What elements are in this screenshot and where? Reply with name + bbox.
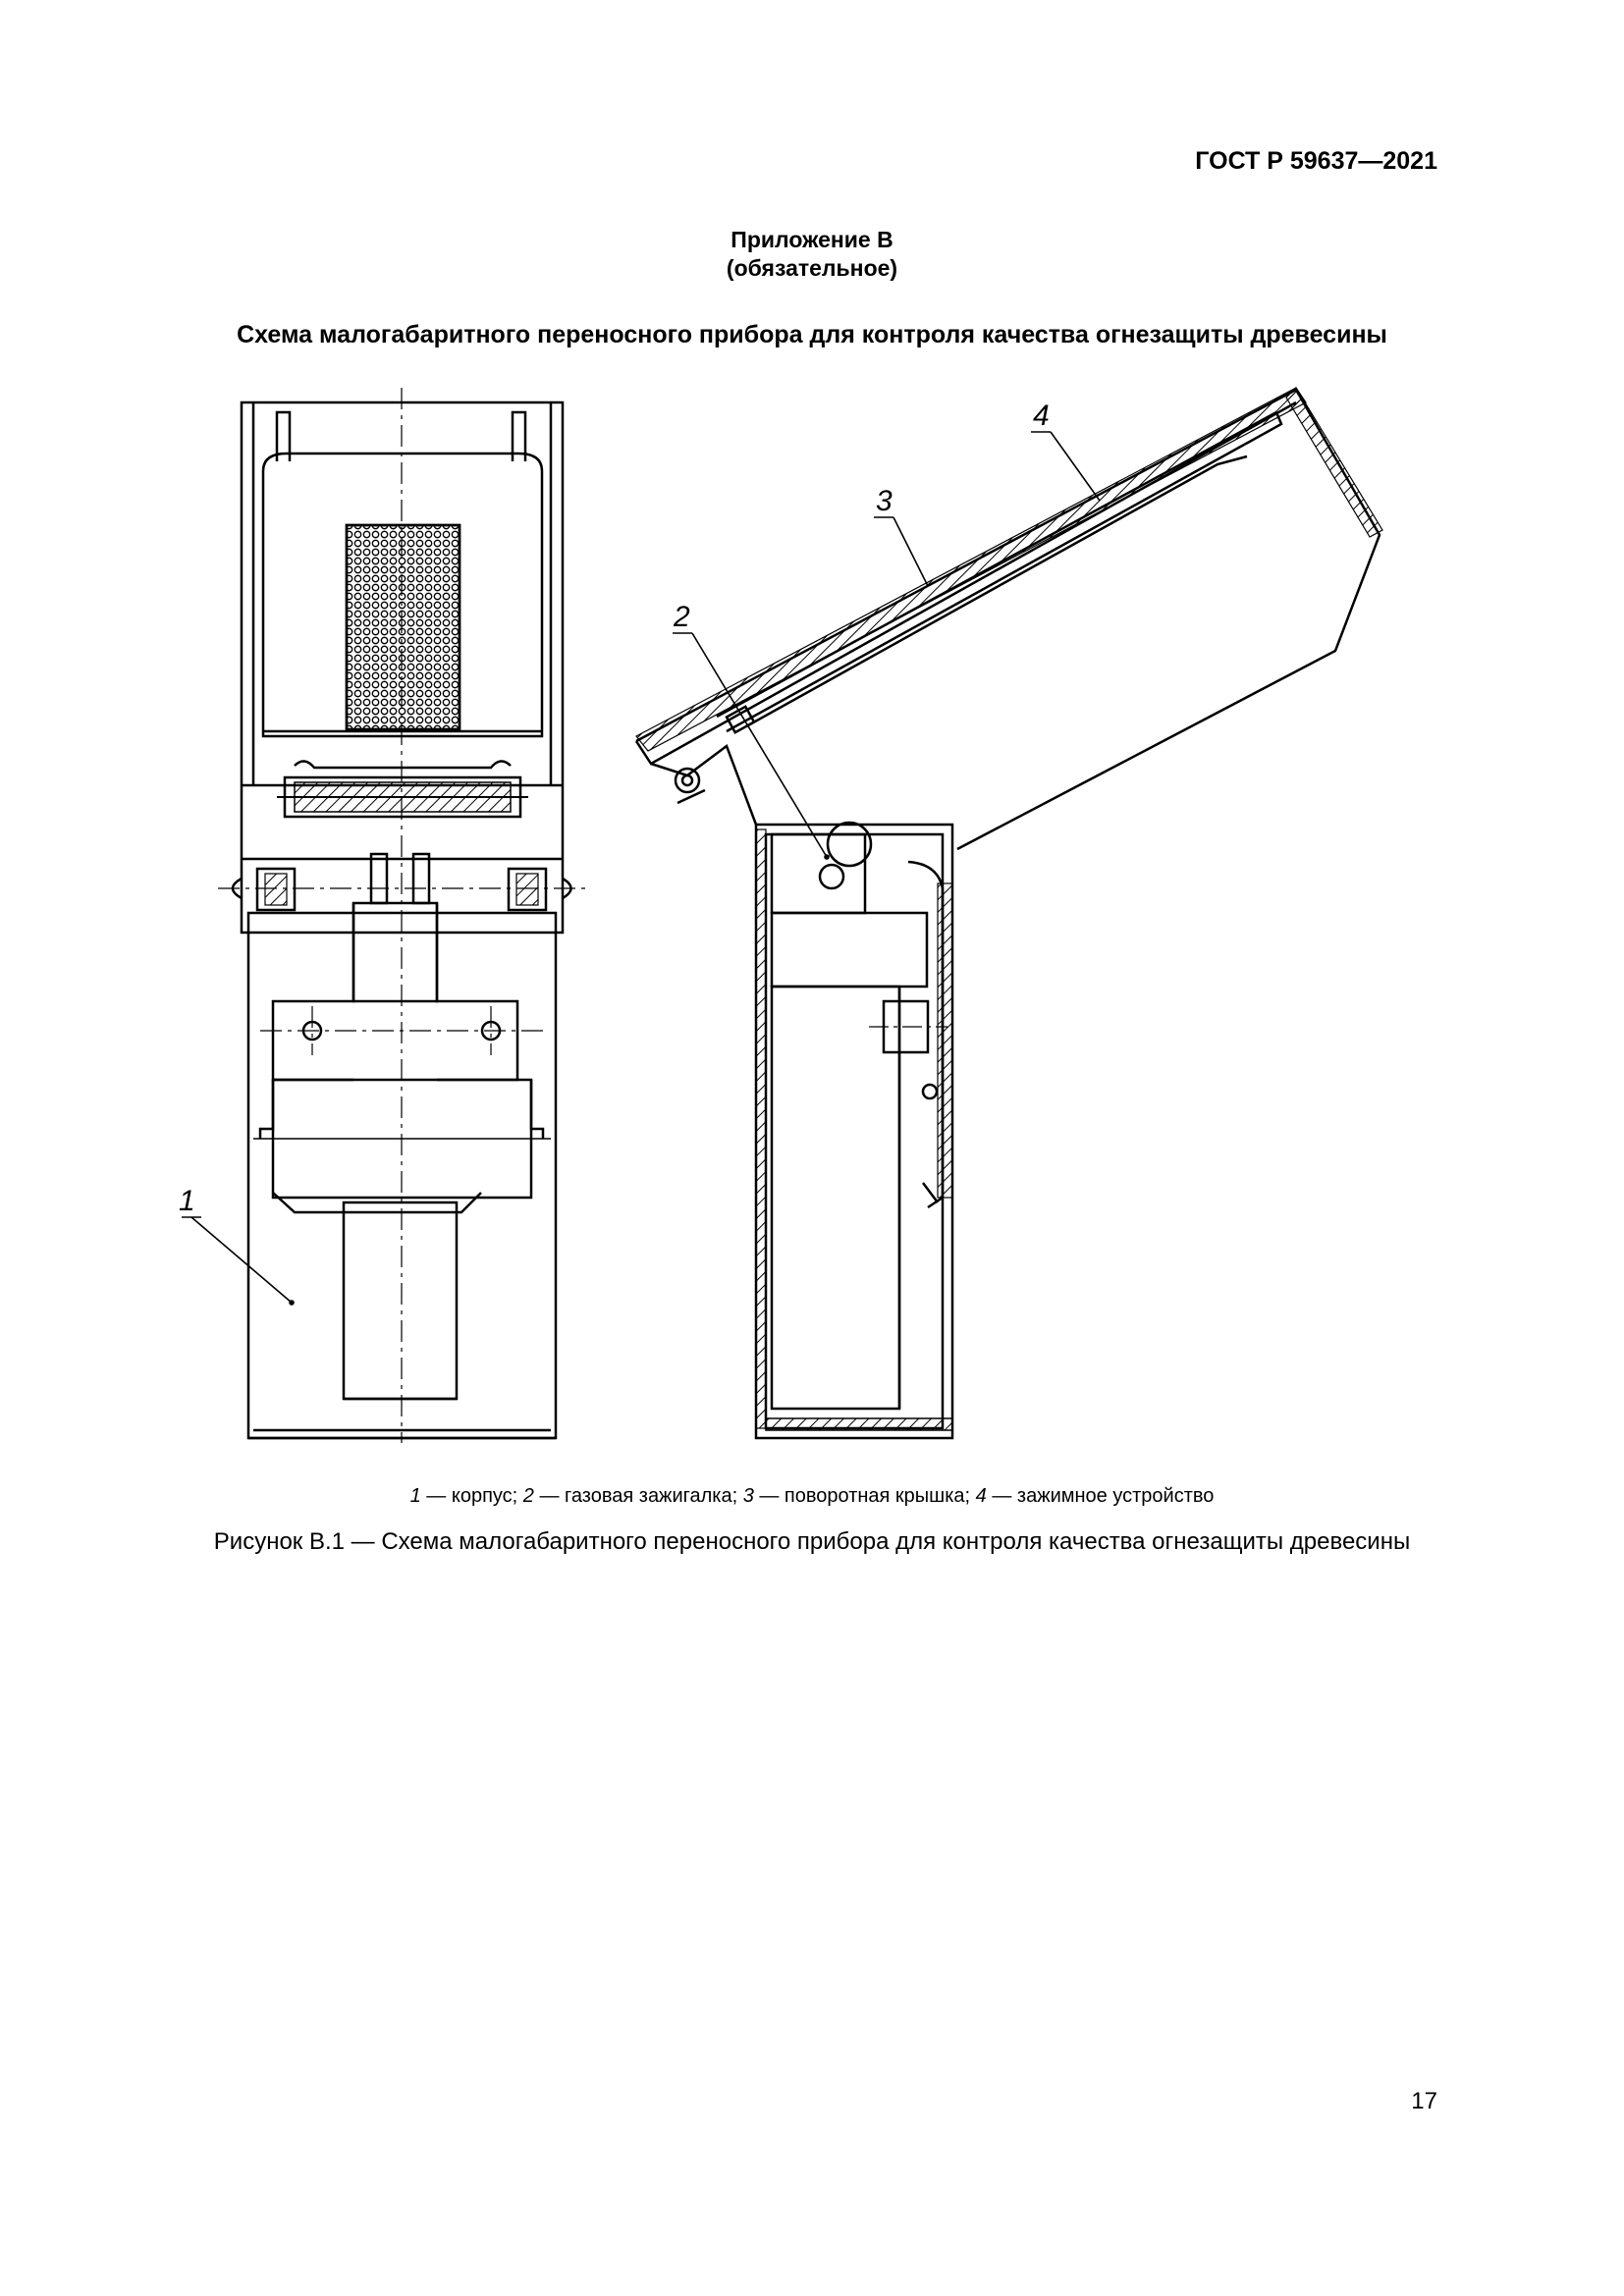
- figure-legend: [0, 1485, 1624, 1508]
- legend-text-2: — газовая зажигалка;: [533, 1485, 743, 1507]
- legend-num-4: 4: [975, 1485, 987, 1507]
- legend-text-3: — поворотная крышка;: [753, 1485, 976, 1507]
- legend-text-1: — корпус;: [420, 1485, 523, 1507]
- legend-text-4: — зажимное устройство: [986, 1485, 1215, 1507]
- standard-number: ГОСТ Р 59637—2021: [1195, 147, 1437, 175]
- callout-4: 4: [1033, 400, 1050, 432]
- callouts: [182, 432, 1100, 1305]
- figure-caption: Рисунок В.1 — Схема малогабаритного переносного прибора для контроля качества огнезащиты древесины: [213, 1528, 1411, 1555]
- device-diagram: [0, 373, 1624, 1472]
- callout-2: 2: [674, 601, 690, 633]
- appendix-title: Приложение В: [731, 227, 893, 252]
- side-view: [636, 388, 1382, 1438]
- scheme-title: Схема малогабаритного переносного прибора для контроля качества огнезащиты древесины: [237, 321, 1387, 348]
- appendix-status: (обязательное): [726, 255, 898, 281]
- legend-num-1: 1: [409, 1485, 421, 1507]
- callout-1: 1: [179, 1185, 195, 1217]
- legend-num-3: 3: [742, 1485, 754, 1507]
- page-number: 17: [1411, 2088, 1437, 2114]
- legend-num-2: 2: [522, 1485, 534, 1507]
- callout-3: 3: [876, 485, 893, 517]
